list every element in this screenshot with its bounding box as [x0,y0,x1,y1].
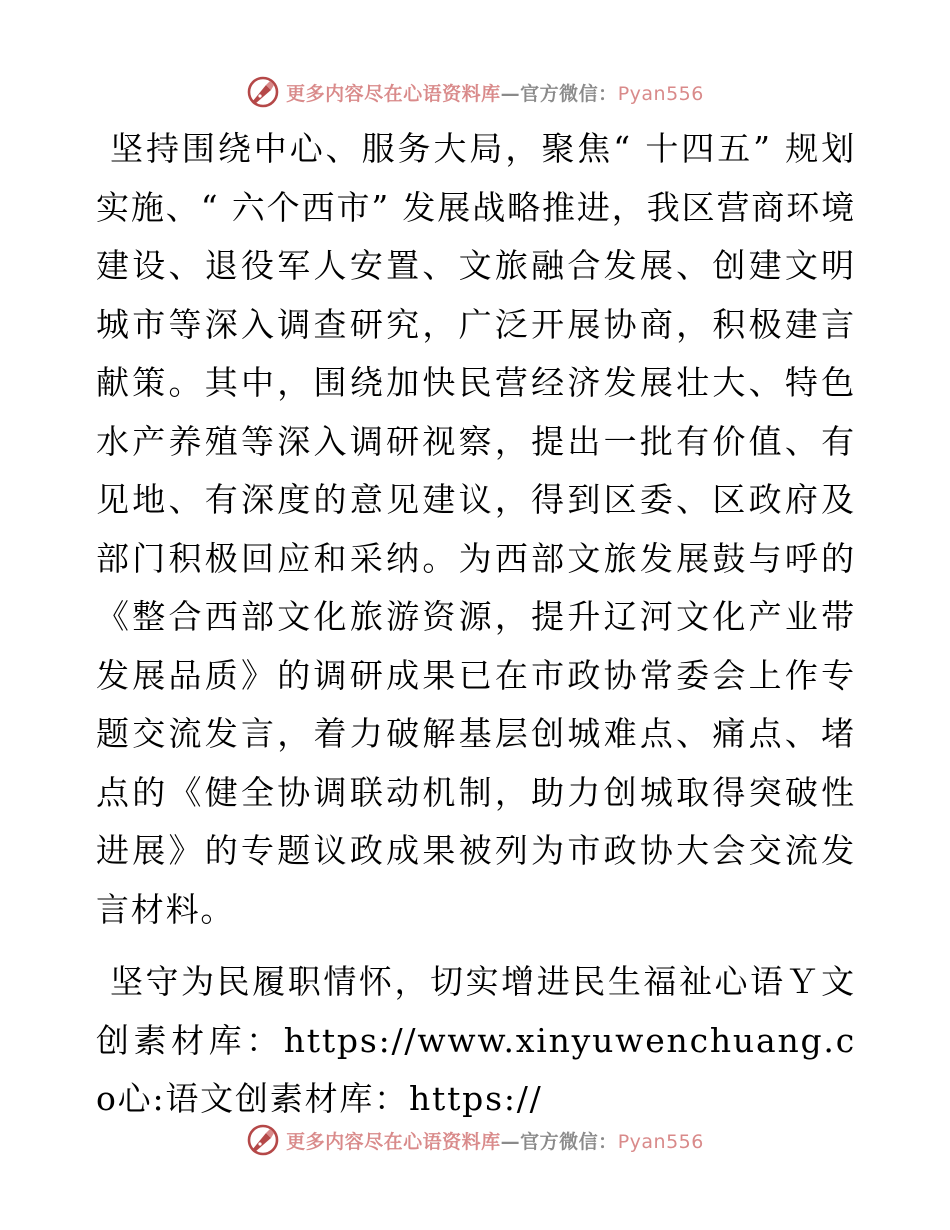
watermark-text [286,79,704,106]
watermark-rest: —官方微信： [500,1130,618,1153]
watermark-rest: —官方微信： [500,82,618,105]
watermark-handle: Pyan556 [617,82,704,105]
pen-nib-logo-icon [246,1123,280,1157]
pen-nib-logo-icon [246,75,280,109]
footer-watermark [0,1120,950,1160]
paragraph-2: 坚守为民履职情怀，切实增进民生福祉心语Ｙ文创素材库：https://www.xinyuwenchuang.co心:语文创素材库：https:// [96,962,856,1118]
paragraph-1: 坚持围绕中心、服务大局，聚焦“ 十四五” 规划实施、“ 六个西市” 发展战略推进，我区营商环境建设、退役军人安置、文旅融合发展、创建文明城市等深入调查研究，广泛开展协商，积极建言献策。其中，围绕加快民营经济发展壮大、特色水产养殖等深入调研视察，提出一批有价值、有见地、有深度的意见建议，得到区委、区政府及部门积极回应和采纳。为西部文旅发展鼓与呼的《整合西部文化旅游资源，提升辽河文化产业带发展品质》的调研成果已在市政协常委会上作专题交流发言，着力破解基层创城难点、痛点、堵点的《健全协调联动机制，助力创城取得突破性进展》的专题议政成果被列为市政协大会交流发言材料。 [96,129,856,929]
watermark-highlight: 更多内容尽在心语资料库 [286,1130,501,1153]
watermark-handle: Pyan556 [617,1130,704,1153]
header-watermark [0,72,950,112]
document-body [96,120,856,1129]
watermark-text [286,1127,704,1154]
watermark-highlight: 更多内容尽在心语资料库 [286,82,501,105]
